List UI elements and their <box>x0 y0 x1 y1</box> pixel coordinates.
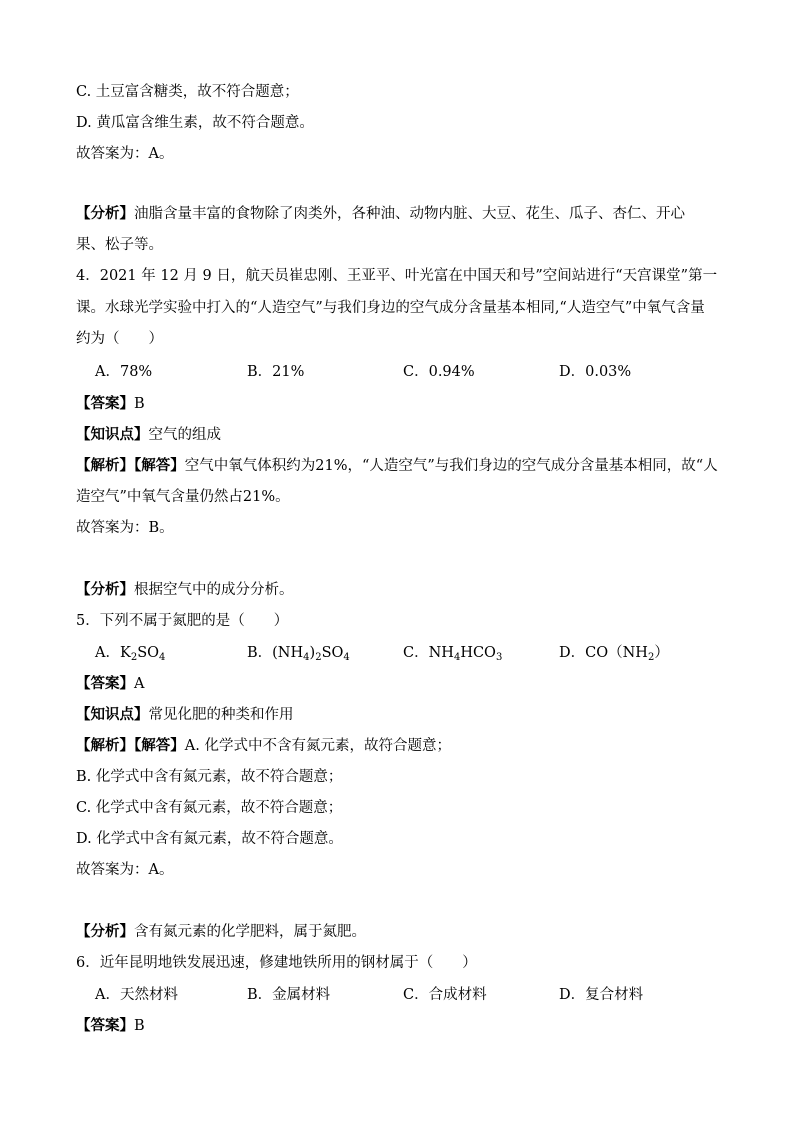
q5-answer-line: 故答案为：A。 <box>76 862 174 878</box>
q4-knowledge <box>76 425 221 445</box>
analysis-text: 含有氮元素的化学肥料，属于氮肥。 <box>134 924 366 940</box>
q4-answer <box>76 394 145 414</box>
q4-option-c: C．0.94% <box>403 364 475 380</box>
q5-analysis <box>76 922 366 942</box>
q5-option-d: D．$CO(NH_2)$ <box>559 645 669 663</box>
analysis-tag: 【分析】 <box>76 582 134 598</box>
q3-analysis-1 <box>76 204 685 224</box>
analysis-tag: 【分析】 <box>76 924 134 940</box>
q4-answer-line: 故答案为：B。 <box>76 520 174 536</box>
q5-option-c: C．$NH_4HCO_3$ <box>403 645 503 663</box>
analysis-text: 根据空气中的成分分析。 <box>134 582 294 598</box>
q3-answer-line: 故答案为：A。 <box>76 146 174 162</box>
analysis-tag: 【分析】 <box>76 206 134 222</box>
answer-value: B <box>134 1018 145 1034</box>
knowledge-tag: 【知识点】 <box>76 427 149 443</box>
q4-option-a: A．78% <box>95 364 153 380</box>
q4-stem-1: 4．2021 年 12 月 9 日，航天员崔忠刚、王亚平、叶光富在中国天和号”空间站进行“天宫课堂”第一 <box>76 268 718 284</box>
q6-option-a: A．天然材料 <box>95 987 178 1003</box>
q5-solution-d: D. 化学式中含有氮元素，故不符合题意。 <box>76 831 343 847</box>
solution-text: 空气中氧气体积约为21%，“人造空气”与我们身边的空气成分含量基本相同，故“人 <box>184 458 718 474</box>
q5-solution-a <box>76 736 451 756</box>
q5-knowledge <box>76 705 294 725</box>
q5-option-a: A．$K_2SO_4$ <box>95 645 166 663</box>
q5-solution-c: C. 化学式中含有氮元素，故不符合题意； <box>76 800 343 816</box>
q4-solution-2: 造空气”中氧气含量仍然占21%。 <box>76 489 290 505</box>
answer-tag: 【答案】 <box>76 676 134 692</box>
q5-stem: 5．下列不属于氮肥的是（ ） <box>76 613 289 629</box>
answer-tag: 【答案】 <box>76 396 134 412</box>
knowledge-text: 常见化肥的种类和作用 <box>148 707 294 723</box>
knowledge-text: 空气的组成 <box>148 427 221 443</box>
solution-text: A. 化学式中不含有氮元素，故符合题意； <box>184 738 451 754</box>
q3-solution-d: D. 黄瓜富含维生素，故不符合题意。 <box>76 115 314 131</box>
answer-value: A <box>134 676 145 692</box>
q3-analysis-2: 果、松子等。 <box>76 237 163 253</box>
q6-option-c: C．合成材料 <box>403 987 487 1003</box>
q6-options <box>95 985 735 1005</box>
q5-option-b: B．$(NH_4)_2SO_4$ <box>247 645 350 663</box>
analysis-text: 油脂含量丰富的食物除了肉类外，各种油、动物内脏、大豆、花生、瓜子、杏仁、开心 <box>134 206 685 222</box>
knowledge-tag: 【知识点】 <box>76 707 149 723</box>
q6-stem: 6．近年昆明地铁发展迅速，修建地铁所用的钢材属于（ ） <box>76 955 477 971</box>
q4-options <box>95 362 735 382</box>
q6-option-b: B．金属材料 <box>247 987 331 1003</box>
solution-tag: 【解析】【解答】 <box>76 738 185 754</box>
q6-option-d: D．复合材料 <box>559 987 644 1003</box>
solution-tag: 【解析】【解答】 <box>76 458 185 474</box>
q4-stem-2: 课。水球光学实验中打入的“人造空气”与我们身边的空气成分含量基本相同,“人造空气”中氧气含量 <box>76 300 705 316</box>
q6-answer <box>76 1016 145 1036</box>
q4-analysis <box>76 580 294 600</box>
q5-solution-b: B. 化学式中含有氮元素，故不符合题意； <box>76 769 343 785</box>
q5-options <box>95 643 735 663</box>
q3-solution-c: C. 土豆富含糖类，故不符合题意； <box>76 84 299 100</box>
q4-option-b: B．21% <box>247 364 305 380</box>
q4-solution-1 <box>76 456 718 476</box>
q4-option-d: D．0.03% <box>559 364 632 380</box>
answer-value: B <box>134 396 145 412</box>
answer-tag: 【答案】 <box>76 1018 134 1034</box>
q5-answer <box>76 674 144 694</box>
q4-stem-3: 约为（ ） <box>76 331 163 347</box>
